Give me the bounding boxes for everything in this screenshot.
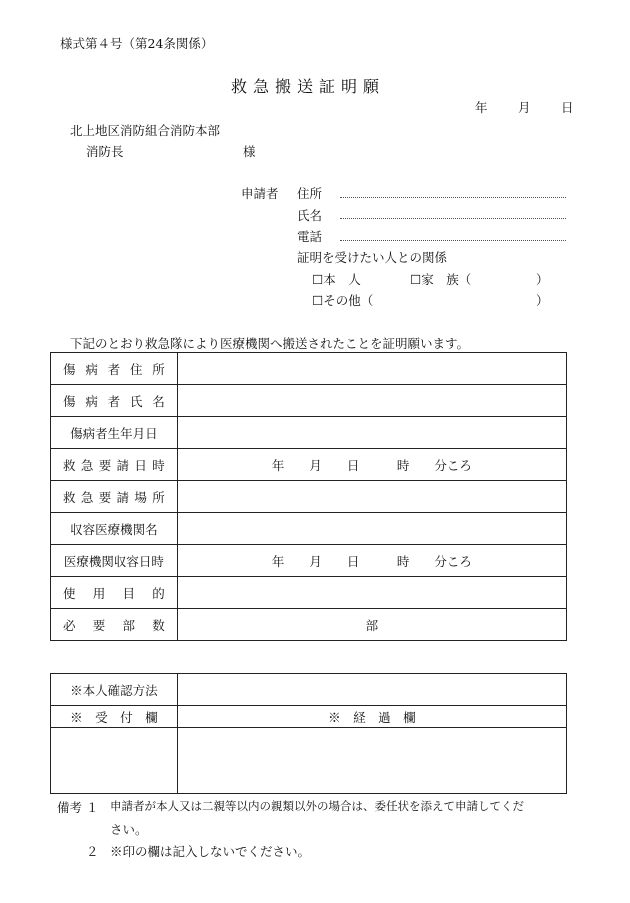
table-row xyxy=(51,577,567,609)
table-row xyxy=(51,449,567,481)
row-value-field[interactable] xyxy=(177,385,566,417)
row-value-field[interactable]: 年 月 日 時 分ころ xyxy=(177,545,566,577)
addressee-honorific: 様 xyxy=(243,144,256,159)
family-close-paren: ） xyxy=(536,272,549,287)
row-label: 使用目的 xyxy=(51,577,178,609)
row-value-field[interactable] xyxy=(177,513,566,545)
progress-field[interactable] xyxy=(177,728,566,794)
note1-number: １ xyxy=(86,800,99,815)
addressee-chief: 消防長 xyxy=(86,144,124,159)
office-use-table xyxy=(50,673,567,794)
reception-field[interactable] xyxy=(51,728,178,794)
row-label: 傷病者住所 xyxy=(51,353,178,385)
address-label: 住所 xyxy=(297,186,323,201)
table-row xyxy=(51,353,567,385)
note2-text: ※印の欄は記入しないでください。 xyxy=(110,844,311,859)
other-close-paren: ） xyxy=(536,293,549,308)
page-title: 救急搬送証明願 xyxy=(231,77,386,96)
table-row xyxy=(51,513,567,545)
row-value-field[interactable] xyxy=(177,577,566,609)
row-label: 救急要請場所 xyxy=(51,481,178,513)
row-label: 収容医療機関名 xyxy=(51,513,178,545)
date-day-label: 日 xyxy=(561,100,574,115)
progress-label: ※ 経 過 欄 xyxy=(177,706,566,728)
note1-line1: 申請者が本人又は二親等以内の親類以外の場合は、委任状を添えて申請してくだ xyxy=(110,799,524,813)
row-value-field[interactable] xyxy=(177,417,566,449)
addressee-org: 北上地区消防組合消防本部 xyxy=(70,123,221,138)
id-method-field[interactable] xyxy=(177,674,566,706)
date-year-label: 年 xyxy=(475,100,488,115)
phone-label: 電話 xyxy=(297,229,323,244)
form-number: 様式第４号（第24条関係） xyxy=(60,36,214,51)
checkbox-other[interactable]: ☐その他（ xyxy=(312,293,374,308)
row-label: 救急要請日時 xyxy=(51,449,178,481)
note1-line2: さい。 xyxy=(110,822,148,837)
row-value-field[interactable]: 部 xyxy=(177,609,566,641)
date-month-label: 月 xyxy=(518,100,531,115)
row-label: 傷病者氏名 xyxy=(51,385,178,417)
checkbox-family[interactable]: ☐家 族（ xyxy=(410,272,472,287)
row-label: 傷病者生年月日 xyxy=(51,417,178,449)
row-label: 医療機関収容日時 xyxy=(51,545,178,577)
row-value-field[interactable] xyxy=(177,481,566,513)
row-value-field[interactable] xyxy=(177,353,566,385)
checkbox-self[interactable]: ☐本 人 xyxy=(312,272,361,287)
table-row xyxy=(51,609,567,641)
phone-input-line[interactable] xyxy=(340,240,566,241)
name-input-line[interactable] xyxy=(340,218,566,219)
relation-label: 証明を受けたい人との関係 xyxy=(297,250,448,265)
note2-number: ２ xyxy=(86,844,99,859)
applicant-label: 申請者 xyxy=(241,186,279,201)
table-row xyxy=(51,481,567,513)
notes-label: 備考 xyxy=(57,800,83,815)
table-row xyxy=(51,385,567,417)
row-label: 必要部数 xyxy=(51,609,178,641)
name-label: 氏名 xyxy=(297,208,323,223)
table-row xyxy=(51,417,567,449)
reception-label: ※ 受 付 欄 xyxy=(51,706,178,728)
statement: 下記のとおり救急隊により医療機関へ搬送されたことを証明願います。 xyxy=(70,336,470,351)
certificate-table xyxy=(50,352,567,641)
address-input-line[interactable] xyxy=(340,197,566,198)
id-method-label: ※本人確認方法 xyxy=(51,674,178,706)
table-row xyxy=(51,545,567,577)
row-value-field[interactable]: 年 月 日 時 分ころ xyxy=(177,449,566,481)
